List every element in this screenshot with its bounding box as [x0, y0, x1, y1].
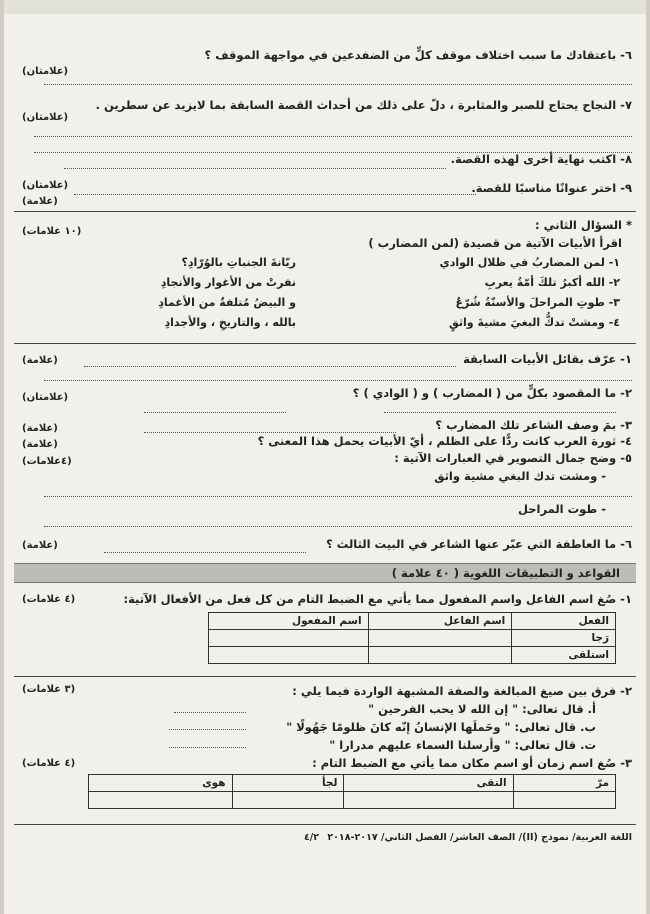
- divider: [14, 343, 636, 344]
- question-7-mark: (علامتان): [22, 112, 69, 123]
- verse-3-left: و البيضُ مُتلفةٌ من الأغمادِ: [158, 296, 296, 309]
- grammar-question-2b: ب. قال تعالى: " وحَملَها الإنسانُ إنّه كانَ ظلومًا جَهُولًا ": [286, 720, 596, 734]
- s2-question-5: ٥- وضح جمال التصوير في العبارات الآتية :: [394, 451, 632, 465]
- answer-cell: [513, 792, 615, 809]
- divider: [14, 676, 636, 677]
- divider: [14, 824, 636, 825]
- answer-line: [34, 136, 632, 137]
- verse-2-right: ٢- الله أكبرُ تلكَ أمّةُ يعربِ: [484, 276, 620, 289]
- verse-1-left: ريّانةَ الجنباتِ بالوُرّادِ؟: [181, 256, 296, 269]
- word-cell: مرّ: [513, 775, 615, 792]
- verse-1-right: ١- لمن المضاربُ في ظلال الوادي: [439, 256, 620, 269]
- section-2-intro: اقرأ الأبيات الآتية من قصيدة (لمن المضارب ): [368, 236, 622, 250]
- s2-question-4: ٤- ثورة العرب كانت ردًّا على الظلم ، أيّ الأبيات يحمل هذا المعنى ؟: [257, 434, 632, 448]
- answer-cell: [89, 792, 233, 809]
- question-9: ٩- اختر عنوانًا مناسبًا للقصة.: [471, 181, 632, 195]
- answer-line: [84, 366, 456, 367]
- s2-question-5a: - ومشت تدك البغي مشية واثق: [434, 469, 606, 483]
- answer-cell: [232, 792, 344, 809]
- s2-question-2: ٢- ما المقصود بكلٍّ من ( المضارب ) و ( الوادي ) ؟: [352, 386, 632, 400]
- answer-line: [104, 552, 306, 553]
- grammar-question-1: ١- صُغ اسم الفاعل واسم المفعول مما يأتي مع الضبط التام من كل فعل من الأفعال الآتية:: [123, 592, 632, 606]
- grammar-question-2c: ت. قال تعالى: " وأرسلنا السماء عليهم مدرارا ": [329, 738, 596, 752]
- grammar-table-1: [208, 612, 616, 664]
- answer-cell: [209, 630, 369, 647]
- answer-line: [44, 526, 632, 527]
- grammar-section-title: القواعد و التطبيقات اللغوية ( ٤٠ علامة ): [391, 566, 620, 580]
- grammar-question-1-mark: (٤ علامات): [22, 594, 76, 605]
- s2-question-1: ١- عرّف بقائل الأبيات السابقة: [463, 352, 632, 366]
- answer-line: [169, 747, 246, 748]
- grammar-section-band: [14, 563, 636, 583]
- question-6-mark: (علامتان): [22, 66, 69, 77]
- s2-question-1-mark: (علامة): [22, 355, 58, 366]
- grammar-question-3-mark: (٤ علامات): [22, 758, 76, 769]
- grammar-question-2a: أ. قال تعالى: " إن الله لا يحب الفرحين ": [368, 702, 596, 716]
- header-verb: الفعل: [512, 613, 616, 630]
- answer-line: [44, 496, 632, 497]
- footer-info: اللغة العربية/ نموذج (II)/ الصف العاشر/ الفصل الثاني/ ٢٠١٧-٢٠١٨: [327, 832, 632, 843]
- verse-2-left: نفرتْ من الأغوار والأنجادِ: [160, 276, 296, 289]
- s2-question-6: ٦- ما العاطفة التي عبّر عنها الشاعر في البيت الثالث ؟: [326, 537, 632, 551]
- answer-line: [64, 168, 446, 169]
- answer-cell: [209, 647, 369, 664]
- word-cell: لجأ: [232, 775, 344, 792]
- grammar-question-3: ٣- صُغ اسم زمان أو اسم مكان مما يأتي مع الضبط التام :: [312, 756, 632, 770]
- grammar-question-2-mark: (٣ علامات): [22, 684, 76, 695]
- s2-question-4-mark: (علامة): [22, 439, 58, 450]
- verse-4-left: بالله ، والتاريخِ ، والأجدادِ: [164, 316, 296, 329]
- s2-question-6-mark: (علامة): [22, 540, 58, 551]
- grammar-table-3: [88, 774, 616, 809]
- answer-line: [44, 84, 632, 85]
- question-6: ٦- باعتقادك ما سبب اختلاف موقف كلٍّ من الضفدعين في مواجهة الموقف ؟: [204, 48, 632, 62]
- answer-line: [44, 380, 632, 381]
- answer-line: [74, 194, 476, 195]
- word-cell: التقى: [344, 775, 513, 792]
- answer-line: [174, 712, 246, 713]
- answer-line: [384, 412, 616, 413]
- divider: [14, 211, 636, 212]
- verse-4-right: ٤- ومشتْ تدكُّ البغيَ مشيةَ واثقٍ: [448, 316, 620, 329]
- question-9-mark: (علامة): [22, 196, 58, 207]
- s2-question-3: ٣- بمَ وصف الشاعر تلك المضارب ؟: [435, 418, 632, 432]
- s2-question-2-mark: (علامتان): [22, 392, 69, 403]
- question-8: ٨- اكتب نهاية أخرى لهذه القصة.: [450, 152, 632, 166]
- row-verb: استلقى: [512, 647, 616, 664]
- header-passive-participle: اسم المفعول: [209, 613, 369, 630]
- answer-line: [169, 729, 246, 730]
- page-number: ٤/٢: [304, 832, 320, 843]
- s2-question-3-mark: (علامة): [22, 423, 58, 434]
- answer-line: [144, 412, 286, 413]
- grammar-question-2: ٢- فرق بين صيغ المبالغة والصفة المشبهة الواردة فيما يلي :: [292, 684, 632, 698]
- top-edge: [4, 0, 646, 14]
- s2-question-5-mark: (٤علامات): [22, 456, 72, 467]
- answer-cell: [344, 792, 513, 809]
- exam-page: [4, 0, 646, 914]
- verse-3-right: ٣- طوتِ المراحلَ والأسنّةُ شُرّعٌ: [455, 296, 620, 309]
- question-8-mark: (علامتان): [22, 180, 69, 191]
- question-7: ٧- النجاح يحتاج للصبر والمثابرة ، دلّ على ذلك من أحداث القصة السابقة بما لايزيد عن سطرين .: [95, 98, 632, 112]
- section-2-title: * السؤال الثاني :: [535, 218, 632, 232]
- section-2-mark: (١٠ علامات): [22, 226, 82, 237]
- row-verb: رَجا: [512, 630, 616, 647]
- s2-question-5b: - طوت المراحل: [518, 502, 606, 516]
- header-active-participle: اسم الفاعل: [368, 613, 512, 630]
- word-cell: هوى: [89, 775, 233, 792]
- answer-cell: [368, 630, 512, 647]
- answer-cell: [368, 647, 512, 664]
- answer-line: [144, 432, 396, 433]
